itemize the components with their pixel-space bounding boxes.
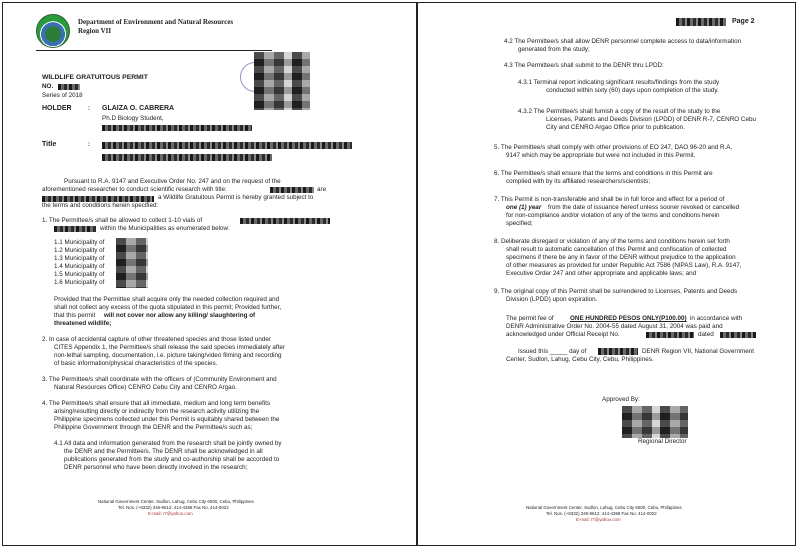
item7-line-3: for non-compliance and/or violation of any of the terms and conditions herein (506, 212, 720, 219)
holder-name: GLAIZA O. CABRERA (102, 105, 175, 112)
redacted-title-line-1 (102, 142, 352, 149)
item1-line-2: within the Municipalities as enumerated below: (100, 225, 230, 232)
redacted-receipt-no (646, 332, 694, 338)
item2-line-1: 2. In case of accidental capture of other threatened species and those listed under (42, 336, 271, 343)
document-page-2 (422, 4, 794, 544)
item9-line-2: Division (LPDD) upon expiration. (506, 296, 598, 303)
item6-line-2: complied with by its affiliated researchers/scientists; (506, 178, 651, 185)
footer-address-2: National Government Center, Sudlon, Lahug, Cebu City 6000, Cebu, Philippines (526, 505, 682, 510)
item8-line-4: of other measures as provided for under Republic Act 7586 (NIPAS Law), R.A. 9147, (506, 262, 742, 269)
item4-line-4: Philippine Government through the DENR and the Permittee/s such as; (54, 424, 253, 431)
item8-line-2: shall result to automatic cancellation of this Permit and confiscation of collected (506, 246, 727, 253)
item3-line-2: Natural Resources Office) CENRO Cebu City and CENRO Argao. (54, 384, 237, 391)
item7-line-4: specified; (506, 220, 533, 227)
holder-colon: : (88, 105, 91, 112)
item2-line-2: CITES Appendix 1, the Permittee/s shall release the said species immediately after (54, 344, 285, 351)
agency-name: Department of Environment and Natural Resources (78, 18, 234, 26)
fee-line-3a: acknowledged under Official Receipt No. (506, 331, 620, 338)
redacted-issue-date (598, 348, 638, 355)
title-colon: : (88, 141, 91, 148)
item9-line-1: 9. The original copy of this Permit shall be surrendered to Licenses, Patents and Deeds (494, 288, 738, 295)
item432-line-2: Licenses, Patents and Deeds Division (LPDD) of DENR R-7, CENRO Cebu (546, 116, 756, 123)
redacted-research-title (270, 187, 314, 193)
redacted-municipalities (116, 238, 148, 288)
municipality-2: 1.2 Municipality of (54, 247, 105, 254)
redacted-specimen-cont (54, 226, 96, 232)
item7-line-1: 7. This Permit is non-transferable and shall be in full force and effect for a period of (494, 196, 725, 203)
municipality-3: 1.3 Municipality of (54, 255, 105, 262)
page-number: Page 2 (732, 18, 755, 25)
intro-line-1: Pursuant to R.A. 9147 and Executive Order No. 247 and on the request of the (64, 178, 281, 185)
redacted-title-line-2 (102, 154, 272, 161)
municipality-1: 1.1 Municipality of (54, 239, 105, 246)
intro-line-3: a Wildlife Gratuitous Permit is hereby granted subject to (158, 194, 314, 201)
item2-line-3: non-lethal sampling, documentation, i.e. picture taking/video filming and recording (54, 352, 282, 359)
item431-line-2: conducted within sixty (60) days upon completion of the study. (546, 87, 719, 94)
page-divider (416, 2, 418, 546)
holder-label: HOLDER (42, 105, 72, 112)
fee-line-1a: The permit fee of (506, 315, 554, 322)
item41-line-3: publications generated from the study and co-authorship shall be accorded to (64, 456, 280, 463)
issued-line-2: Center, Sudlon, Lahug, Cebu City, Cebu, Philippines. (506, 356, 654, 363)
header-rule (36, 50, 272, 51)
item42-line-1: 4.2 The Permittee/s shall allow DENR personnel complete access to data/information (504, 38, 742, 45)
item43: 4.3 The Permittee/s shall submit to the DENR thru LPDD: (504, 62, 664, 69)
municipality-6: 1.6 Municipality of (54, 279, 105, 286)
item8-line-3: specimens if there be any in favor of the DENR without prejudice to the application (506, 254, 736, 261)
intro-line-2: aforementioned researcher to conduct scientific research with title: (42, 186, 227, 193)
item431-line-1: 4.3.1 Terminal report indicating significant results/findings from the study (518, 79, 720, 86)
provided-line-3b: will not cover nor allow any killing/ slaughtering of (104, 312, 256, 319)
fee-line-2: DENR Administrative Order No. 2004-55 dated August 31, 2004 was paid and (506, 323, 723, 330)
redacted-receipt-date (720, 332, 756, 338)
permit-series: Series of 2018 (42, 92, 83, 99)
denr-logo-icon (36, 14, 70, 48)
item4-line-2: arising/resulting directly or indirectly from the research activity utilizing the (54, 408, 260, 415)
redacted-qr-block (254, 52, 310, 110)
item41-line-2: the DENR and the Permittee/s. The DENR shall be acknowledged in all (64, 448, 263, 455)
title-label: Title (42, 141, 57, 148)
permit-no-label: NO. (42, 83, 54, 90)
item41-line-4: DENR personnel who have been directly involved in the research; (64, 464, 248, 471)
item5-line-1: 5. The Permittee/s shall comply with other provisions of EO 247, DAO 96-20 and R.A. (494, 144, 733, 151)
redacted-specimen (240, 218, 330, 224)
municipality-4: 1.4 Municipality of (54, 263, 105, 270)
provided-line-1: Provided that the Permittee shall acquire only the needed collection required and (54, 296, 280, 303)
item2-line-4: of basic information/physical characteristics of the species. (54, 360, 218, 367)
fee-line-1b: ONE HUNDRED PESOS ONLY(P100.00) (570, 315, 687, 322)
item8-line-5: Executive Order 247 and other appropriate and applicable laws; and (506, 270, 697, 277)
holder-role: Ph.D Biology Student, (102, 115, 164, 122)
approved-by-label: Approved By: (602, 396, 640, 403)
item6-line-1: 6. The Permittee/s shall ensure that the terms and conditions in this Permit are (494, 170, 713, 177)
item432-line-3: City and CENRO Argao Office prior to publication. (546, 124, 685, 131)
document-page-1 (8, 4, 412, 544)
item4-line-3: Philippine specimens collected under this Permit is equitably shared between the (54, 416, 280, 423)
provided-line-2: shall not collect any excess of the quota stipulated in this permit; Provided further, (54, 304, 282, 311)
redacted-signature (622, 406, 688, 438)
redacted-holder-affiliation (102, 125, 252, 131)
redacted-permit-no (58, 84, 80, 90)
item432-line-1: 4.3.2 The Permittee/s shall furnish a copy of the result of the study to the (518, 108, 721, 115)
provided-line-4: threatened wildlife; (54, 320, 112, 327)
item7-line-2a: one (1) year (506, 204, 542, 211)
intro-line-2b: are (317, 186, 327, 193)
agency-region: Region VII (78, 27, 112, 35)
item5-line-2: 9147 which may be appropriate but were not included in this Permit. (506, 152, 696, 159)
intro-line-4: the terms and conditions herein specified: (42, 202, 159, 209)
permit-title: WILDLIFE GRATUITOUS PERMIT (42, 74, 148, 81)
signatory-title: Regional Director (638, 438, 687, 445)
item41-line-1: 4.1 All data and information generated from the research shall be jointly owned by (54, 440, 282, 447)
footer-phone: Tel. Nos. (+6332) 346-9612; 414-4368 Fax No. 414-0022 (118, 505, 229, 510)
footer-address: National Government Center, Sudlon, Lahug, Cebu City 6000, Cebu, Philippines (98, 499, 254, 504)
item42-line-2: generated from the study; (518, 46, 590, 53)
provided-line-3a: that this permit (54, 312, 96, 319)
item8-line-1: 8. Deliberate disregard or violation of any of the terms and conditions herein set forth (494, 238, 730, 245)
footer-phone-2: Tel. Nos. (+6332) 346-9612; 414-4368 Fax No. 414-0022 (546, 511, 657, 516)
issued-line-1a: Issued this _____ day of (518, 348, 587, 355)
item4-line-1: 4. The Permittee/s shall ensure that all immediate, medium and long term benefits (42, 400, 271, 407)
item1-line-1: 1. The Permittee/s shall be allowed to collect 1-10 vials of (42, 217, 203, 224)
municipality-5: 1.5 Municipality of (54, 271, 105, 278)
fee-line-3b: dated (698, 331, 714, 338)
item7-line-2b: from the date of issuance hereof unless sooner revoked or cancelled (548, 204, 740, 211)
footer-email-2: E-mail: r7@yahoo.com (576, 517, 621, 522)
footer-email: E-mail: r7@yahoo.com (148, 511, 193, 516)
issued-line-1b: DENR Region VII, National Government (642, 348, 754, 355)
fee-line-1c: in accordance with (690, 315, 743, 322)
item3-line-1: 3. The Permittee/s shall coordinate with the officers of (Community Environment and (42, 376, 277, 383)
redacted-page-header (676, 18, 726, 26)
